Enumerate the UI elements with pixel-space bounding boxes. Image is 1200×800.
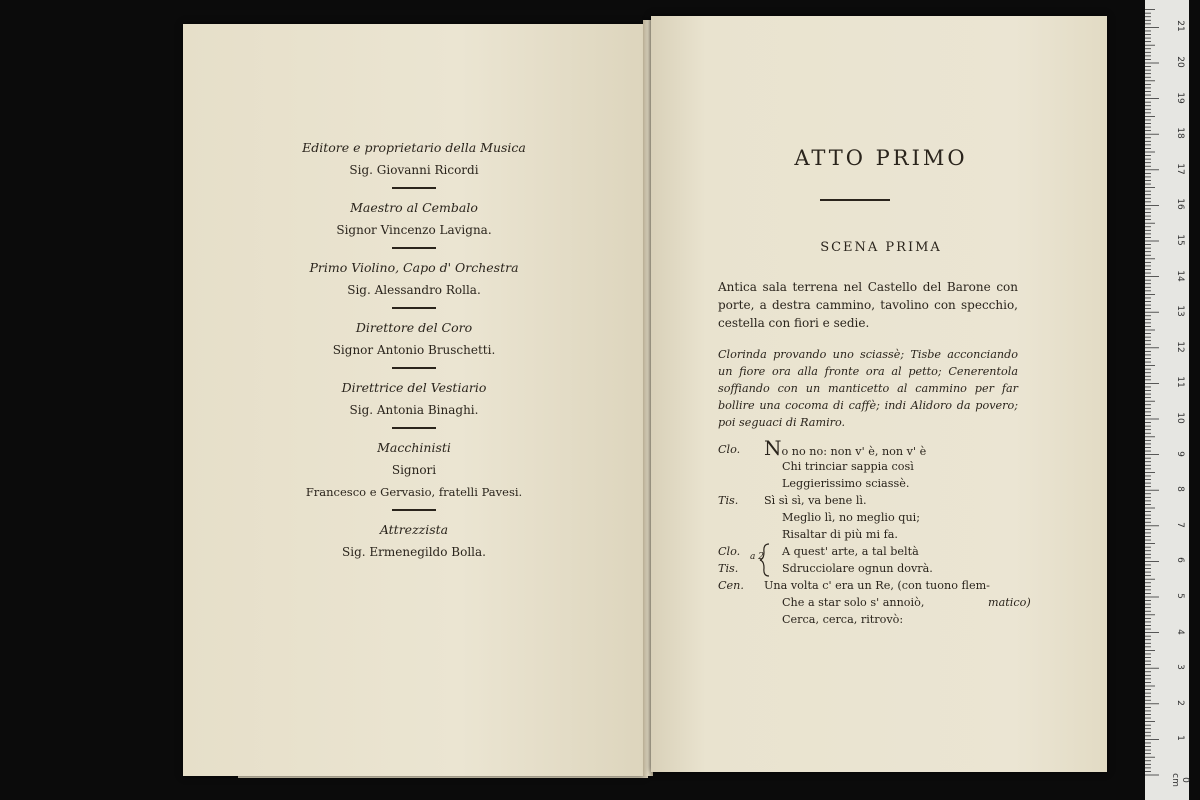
verse-text: Risaltar di più mi fa. xyxy=(782,528,898,541)
ruler-ticks xyxy=(1145,0,1189,800)
ruler-number: 7 xyxy=(1175,521,1185,528)
ruler-number: 13 xyxy=(1175,305,1185,317)
credit-attrezzista xyxy=(183,521,645,561)
ruler-number: 2 xyxy=(1175,699,1185,706)
verse-text: Sdrucciolare ognun dovrà. xyxy=(782,562,933,575)
credit-publisher xyxy=(183,139,645,179)
verse-block xyxy=(718,436,1031,628)
divider-rule xyxy=(820,199,890,201)
verse-line xyxy=(718,492,1018,509)
divider-rule xyxy=(392,427,436,429)
verse-text: Sì sì sì, va bene lì. xyxy=(764,494,867,507)
ruler-number: 16 xyxy=(1175,198,1185,211)
scene-setting: Antica sala terrena nel Castello del Barone con porte, a destra cammino, tavolino con specchio, cestella con fiori e sedie. xyxy=(718,280,1018,330)
credit-name: Signori xyxy=(391,463,437,477)
verse-line xyxy=(718,611,1018,628)
ruler-number: 21 xyxy=(1175,20,1185,33)
brace-icon xyxy=(758,543,772,577)
credit-role: Direttrice del Vestiario xyxy=(341,380,487,395)
verse-text-rest: o no no: non v' è, non v' è xyxy=(781,445,927,458)
a-due-mark: a 2 xyxy=(750,552,764,562)
act-title: ATTO PRIMO xyxy=(794,146,968,170)
credit-role: Macchinisti xyxy=(377,440,451,455)
speaker: Tis. xyxy=(718,562,739,575)
credit-coro xyxy=(183,319,645,359)
credit-name: Sig. Giovanni Ricordi xyxy=(349,163,479,177)
drop-cap: N xyxy=(764,436,782,460)
credits-list xyxy=(183,139,645,561)
credit-name-detail: Francesco e Gervasio, fratelli Pavesi. xyxy=(305,485,523,499)
verse-line xyxy=(718,577,1018,594)
credit-name: Sig. Alessandro Rolla. xyxy=(347,283,481,297)
ruler-number: 5 xyxy=(1175,593,1185,599)
verse-line xyxy=(718,509,1018,526)
speaker: Tis. xyxy=(718,494,739,507)
credit-name: Sig. Ermenegildo Bolla. xyxy=(342,545,486,559)
verse-line xyxy=(718,594,1031,611)
ruler-number: 6 xyxy=(1175,557,1185,564)
credit-role: Maestro al Cembalo xyxy=(350,200,478,215)
credit-name: Signor Vincenzo Lavigna. xyxy=(336,223,492,237)
verse-text: Leggierissimo sciassè. xyxy=(782,477,910,490)
verse-line xyxy=(718,475,1018,492)
divider-rule xyxy=(392,307,436,309)
credit-cembalo xyxy=(183,199,645,239)
credit-role: Editore e proprietario della Musica xyxy=(302,140,526,155)
verse-text: Che a star solo s' annoiò, xyxy=(782,596,925,609)
speaker: Clo. xyxy=(718,545,741,558)
credit-role: Primo Violino, Capo d' Orchestra xyxy=(309,260,519,275)
ruler-number: 19 xyxy=(1175,91,1185,104)
verse-text: Cerca, cerca, ritrovò: xyxy=(782,613,904,626)
credit-violino xyxy=(183,259,645,299)
measurement-ruler xyxy=(1145,0,1189,800)
ruler-number: 14 xyxy=(1175,269,1185,282)
speaker: Clo. xyxy=(718,443,741,456)
verse-text: Una volta c' era un Re, (con tuono flem- xyxy=(764,579,990,592)
ruler-number: 4 xyxy=(1175,628,1185,635)
verse-text: A quest' arte, a tal beltà xyxy=(782,545,919,558)
credit-vestiario xyxy=(183,379,645,419)
ruler-number: 15 xyxy=(1175,234,1185,246)
ruler-number: 1 xyxy=(1175,735,1185,742)
speaker: Cen. xyxy=(718,579,744,592)
ruler-number: 17 xyxy=(1175,163,1185,175)
stage-direction: Clorinda provando uno sciassè; Tisbe acconciando un fiore ora alla fronte ora al petto; Cenerentola soffiando con un manticetto al cammino per far bollire una cocoma di caffè; indi Alidoro da povero; poi seguaci di Ramiro. xyxy=(718,348,1018,429)
divider-rule xyxy=(392,509,436,511)
right-page xyxy=(651,16,1107,772)
credit-macchinisti xyxy=(183,439,645,501)
credit-name: Signor Antonio Bruschetti. xyxy=(332,343,496,357)
verse-line xyxy=(718,526,1018,543)
verse-line xyxy=(718,458,1018,475)
scene-title: SCENA PRIMA xyxy=(820,240,942,255)
verse-text: Chi trinciar sappia così xyxy=(782,460,914,473)
ruler-number: 20 xyxy=(1175,56,1185,68)
ruler-number: 9 xyxy=(1175,450,1185,457)
ruler-unit-label: 0 cm xyxy=(1170,773,1190,787)
divider-rule xyxy=(392,247,436,249)
divider-rule xyxy=(392,367,436,369)
left-page xyxy=(183,24,645,776)
ruler-number: 3 xyxy=(1175,664,1185,671)
ruler-number: 10 xyxy=(1175,412,1185,424)
ruler-number: 12 xyxy=(1175,341,1185,353)
divider-rule xyxy=(392,187,436,189)
credit-name: Sig. Antonia Binaghi. xyxy=(349,403,479,417)
credit-role: Attrezzista xyxy=(379,522,449,537)
verse-text: Meglio lì, no meglio qui; xyxy=(782,511,921,524)
verse-line xyxy=(718,436,1018,460)
ruler-number: 18 xyxy=(1175,127,1185,139)
stage-note: matico) xyxy=(988,596,1031,609)
ruler-number: 8 xyxy=(1175,486,1185,493)
credit-role: Direttore del Coro xyxy=(355,320,473,335)
ruler-number: 11 xyxy=(1175,376,1185,389)
